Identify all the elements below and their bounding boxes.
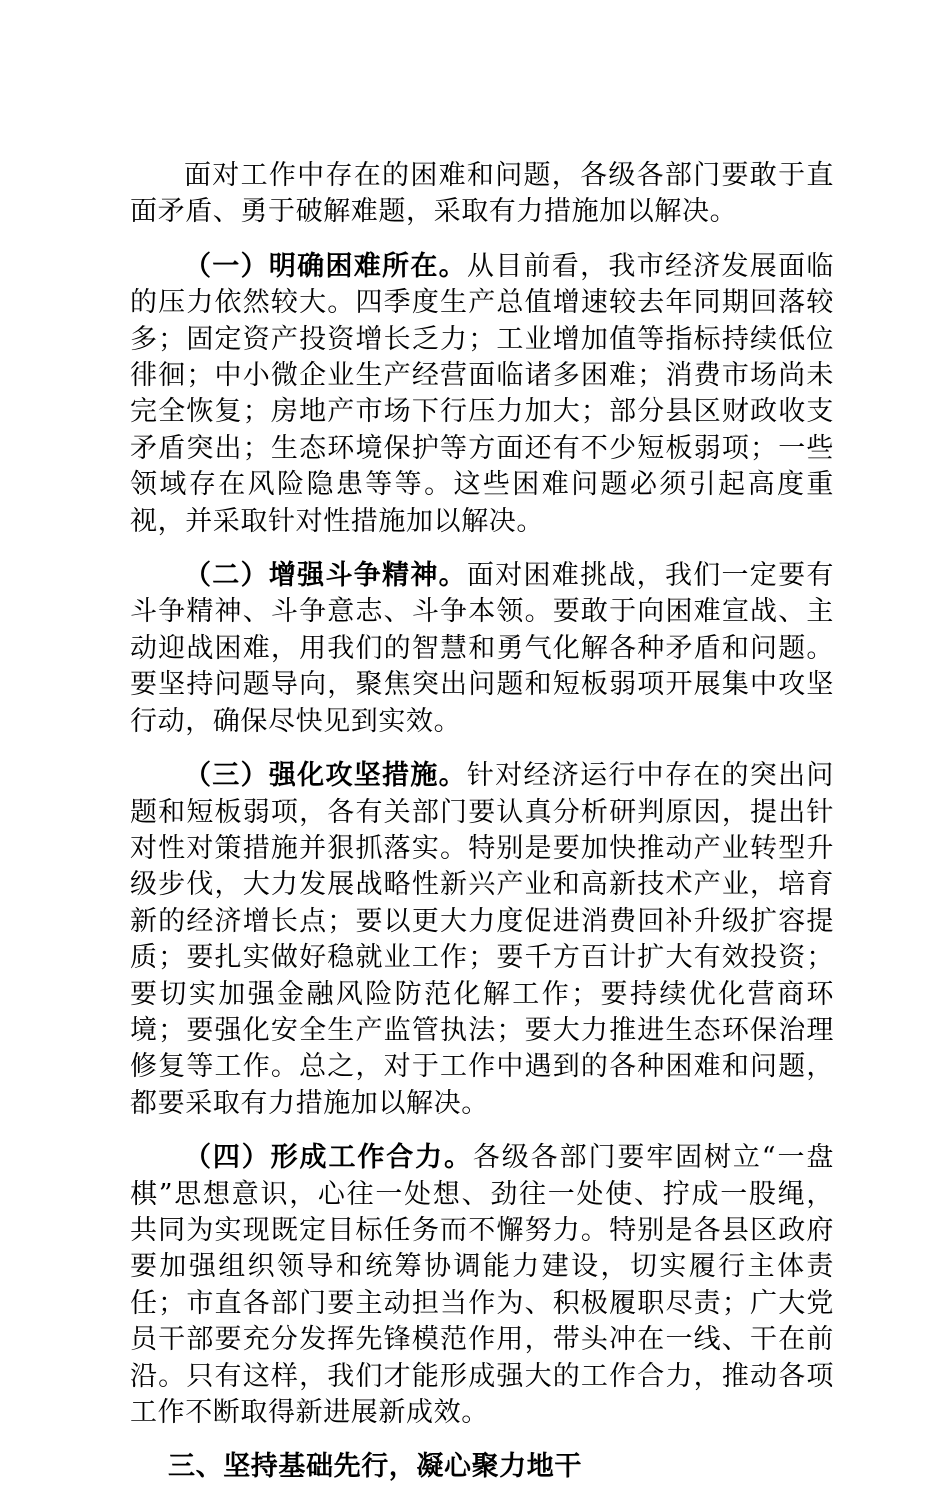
paragraph-spacer	[130, 1431, 834, 1449]
section-2-body: 面对困难挑战，我们一定要有斗争精神、斗争意志、斗争本领。要敢于向困难宣战、主动迎战困难，用我们的智慧和勇气化解各种矛盾和问题。要坚持问题导向，聚焦突出问题和短板弱项开展集中攻坚行动，确保尽快见到实效。	[130, 560, 834, 737]
intro-paragraph: 面对工作中存在的困难和问题，各级各部门要敢于直面矛盾、勇于破解难题，采取有力措施加以解决。	[130, 160, 834, 228]
paragraph-spacer	[130, 231, 834, 249]
section-3-body: 针对经济运行中存在的突出问题和短板弱项，各有关部门要认真分析研判原因，提出针对性对策措施并狠抓落实。特别是要加快推动产业转型升级步伐，大力发展战略性新兴产业和高新技术产业，培育新的经济增长点；要以更大力度促进消费回补升级扩容提质；要扎实做好稳就业工作；要千方百计扩大有效投资；要切实加强金融风险防范化解工作；要持续优化营商环境；要强化安全生产监管执法；要大力推进生态环保治理修复等工作。总之，对于工作中遇到的各种困难和问题，都要采取有力措施加以解决。	[130, 760, 834, 1119]
section-1-paragraph	[130, 249, 834, 540]
chapter-heading: 三、坚持基础先行，凝心聚力地干	[168, 1451, 582, 1483]
document-page	[130, 158, 834, 1485]
section-3-heading: （三）强化攻坚措施。	[184, 760, 467, 792]
paragraph-spacer	[130, 540, 834, 558]
paragraph-spacer	[130, 740, 834, 758]
section-1-body: 从目前看，我市经济发展面临的压力依然较大。四季度生产总值增速较去年同期回落较多；固定资产投资增长乏力；工业增加值等指标持续低位徘徊；中小微企业生产经营面临诸多困难；消费市场尚未完全恢复；房地产市场下行压力加大；部分县区财政收支矛盾突出；生态环境保护等方面还有不少短板弱项；一些领域存在风险隐患等等。这些困难问题必须引起高度重视，并采取针对性措施加以解决。	[130, 250, 834, 537]
section-4-heading: （四）形成工作合力。	[184, 1142, 473, 1174]
section-1-heading: （一）明确困难所在。	[184, 250, 467, 282]
paragraph-spacer	[130, 1122, 834, 1140]
section-3-paragraph	[130, 758, 834, 1122]
section-4-body: 各级各部门要牢固树立“一盘棋”思想意识，心往一处想、劲往一处使、拧成一股绳，共同为实现既定目标任务而不懈努力。特别是各县区政府要加强组织领导和统筹协调能力建设，切实履行主体责任；市直各部门要主动担当作为、积极履职尽责；广大党员干部要充分发挥先锋模范作用，带头冲在一线、干在前沿。只有这样，我们才能形成强大的工作合力，推动各项工作不断取得新进展新成效。	[130, 1142, 834, 1428]
section-2-paragraph	[130, 558, 834, 740]
section-2-heading: （二）增强斗争精神。	[184, 560, 467, 592]
section-4-paragraph	[130, 1140, 834, 1431]
